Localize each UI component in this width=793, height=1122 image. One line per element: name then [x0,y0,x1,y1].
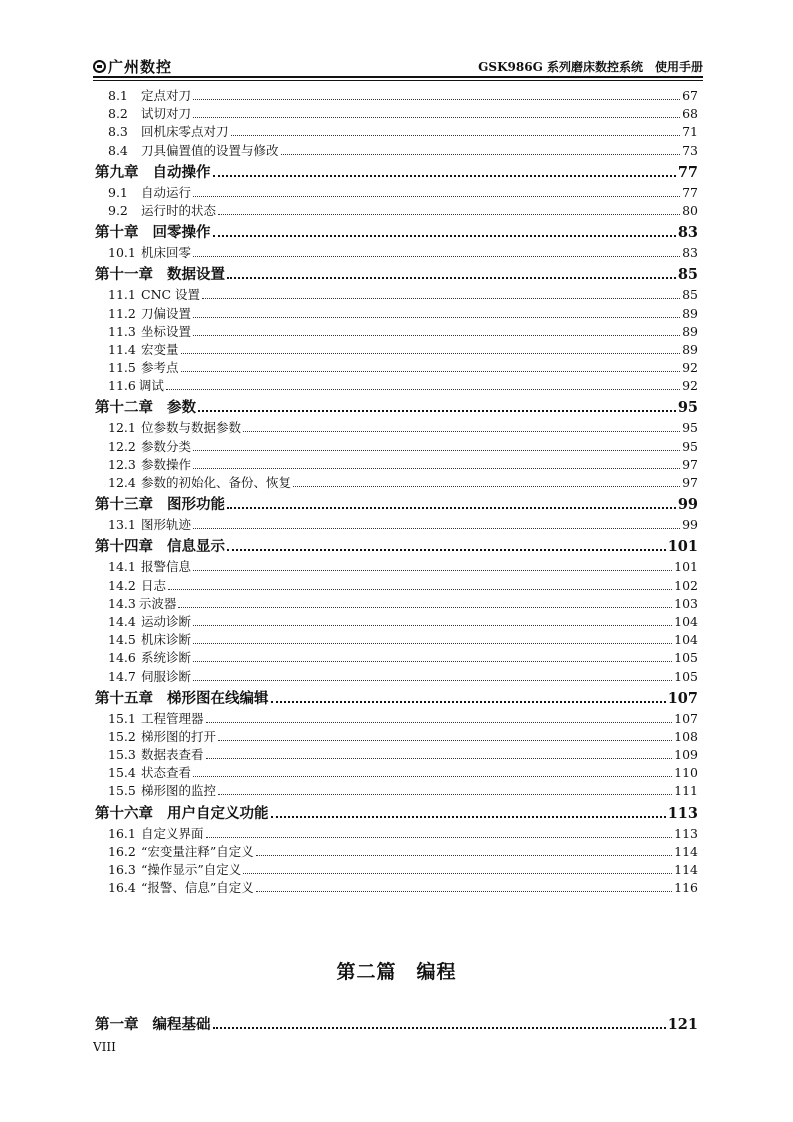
page-number: 110 [674,765,698,781]
chapter-number: 第十二章 [95,400,153,417]
toc-section-row[interactable] [95,709,698,727]
toc-section-row[interactable] [95,667,698,685]
page-number: 89 [682,323,698,339]
chapter-number: 第十一章 [95,267,153,284]
dot-leader [202,298,680,299]
toc-section-row[interactable] [95,612,698,630]
section-title: 运动诊断 [141,613,192,629]
dot-leader [193,256,680,257]
page-number: 101 [667,538,698,556]
page-number: 121 [667,1016,698,1033]
dot-leader [206,722,673,723]
page-number: 95 [677,399,698,417]
section-number: 16.4 [108,880,136,896]
section-title: 参数的初始化、备份、恢复 [141,475,292,490]
section-title: 自定义界面 [141,825,204,841]
final-toc-entry [95,1011,698,1035]
toc-section-row[interactable] [95,515,698,533]
toc-chapter-row[interactable] [95,161,698,180]
toc-section-row[interactable] [95,727,698,745]
page-number: 68 [682,106,698,122]
toc-section-row[interactable] [95,630,698,648]
section-title: CNC 设置 [141,287,201,303]
dot-leader [181,353,681,354]
section-number: 8.3 [108,124,128,140]
section-title: 刀偏设置 [141,305,192,321]
chapter-title: 用户自定义功能 [167,805,269,822]
part-name: 编程 [416,961,457,983]
section-title: “报警、信息”自定义 [141,880,254,896]
section-number: 15.3 [108,747,136,763]
chapter-number: 第十三章 [95,497,153,514]
toc-section-row[interactable] [95,576,698,594]
toc-chapter-row[interactable] [95,493,698,512]
chapter-title: 数据设置 [167,267,225,284]
section-number: 16.3 [108,862,136,877]
section-number: 16.1 [108,825,136,841]
section-number: 14.7 [108,668,136,684]
toc-section-row[interactable] [95,781,698,799]
section-title: 数据表查看 [141,747,204,763]
toc-section-row[interactable] [95,322,698,340]
page-number: 99 [682,517,698,533]
toc-section-row[interactable] [95,183,698,201]
section-number: 15.5 [108,783,136,799]
dot-leader [193,776,672,777]
section-title: 宏变量 [141,341,179,357]
page-number: 113 [674,825,698,841]
toc-section-row[interactable] [95,418,698,436]
section-number: 11.5 [108,360,136,376]
section-number: 14.1 [108,559,136,575]
chapter-number: 第十六章 [95,805,153,822]
toc-section-row[interactable] [95,104,698,122]
page-number: 105 [674,650,698,666]
page-number: 107 [667,689,698,707]
section-title: 参数操作 [141,456,192,472]
dot-leader [243,431,680,432]
section-title: 日志 [141,577,167,593]
toc-section-row[interactable] [95,358,698,376]
chapter-title: 信息显示 [167,539,225,556]
section-title: 状态查看 [141,765,192,781]
dot-leader [193,570,672,571]
page-number: 104 [674,632,698,648]
dot-leader [206,837,673,838]
page-number: 109 [674,747,698,763]
page-number: 83 [677,224,698,242]
section-title: 运行时的状态 [141,202,217,218]
dot-leader [281,154,681,155]
chapter-title: 参数 [167,400,196,417]
toc-section-row[interactable] [95,141,698,159]
toc-section-row[interactable] [95,473,698,491]
dot-leader [193,680,672,681]
section-number: 11.4 [108,341,136,357]
dot-leader [206,758,673,759]
toc-section-row[interactable] [95,745,698,763]
section-number: 14.3 [108,595,136,611]
section-number: 10.1 [108,245,136,261]
page-number: 104 [674,613,698,629]
chapter-number: 第十章 [95,225,139,242]
dot-leader [271,701,666,703]
page-number: 103 [674,595,698,611]
dot-leader [193,317,680,318]
chapter-number: 第九章 [95,164,139,181]
chapter-title: 回零操作 [152,225,211,242]
chapter-number: 第十五章 [95,690,153,707]
toc-chapter-row[interactable] [95,221,698,240]
header-divider-thin [93,80,703,81]
section-title: 调试 [138,378,164,394]
toc-chapter-row[interactable] [95,1013,698,1032]
section-title: 回机床零点对刀 [141,124,229,140]
company-logo [93,56,172,77]
toc-chapter-row[interactable] [95,263,698,282]
toc-section-row[interactable] [95,243,698,261]
page-number: 114 [674,843,698,859]
section-title: “宏变量注释”自定义 [141,843,254,859]
toc-section-row[interactable] [95,860,698,878]
dot-leader [193,528,680,529]
toc-section-row[interactable] [95,648,698,666]
toc-section-row[interactable] [95,285,698,303]
section-title: 机床回零 [141,245,192,261]
page-number: 67 [682,88,698,103]
page-number: 89 [682,341,698,357]
toc-section-row[interactable] [95,201,698,219]
section-number: 15.1 [108,710,136,726]
page-number: 107 [674,710,698,726]
logo-text: 广州数控 [108,58,173,76]
section-title: 梯形图的监控 [141,783,217,799]
section-number: 13.1 [108,517,136,533]
chapter-title: 编程基础 [152,1017,211,1033]
page-number: 77 [677,163,698,181]
toc-chapter-row[interactable] [95,802,698,821]
toc-chapter-row[interactable] [95,535,698,554]
dot-leader [193,196,680,197]
section-title: “操作显示”自定义 [141,862,242,877]
toc-section-row[interactable] [95,304,698,322]
section-number: 15.4 [108,765,136,781]
section-title: 系统诊断 [141,650,192,666]
section-number: 14.6 [108,650,136,666]
page-number: 102 [674,577,698,593]
section-title: 自动运行 [141,184,192,200]
section-number: 14.4 [108,613,136,629]
toc-section-row[interactable] [95,86,698,104]
dot-leader [256,891,672,892]
dot-leader [293,486,680,487]
dot-leader [166,389,680,390]
toc-chapter-row[interactable] [95,396,698,415]
section-number: 9.1 [108,184,128,200]
section-title: 定点对刀 [141,88,192,103]
chapter-number: 第十四章 [95,539,153,556]
page-number: 92 [682,378,698,394]
dot-leader [193,117,680,118]
dot-leader [193,661,672,662]
part-number: 第二篇 [336,961,397,983]
section-number: 14.2 [108,577,136,593]
chapter-number: 第一章 [95,1017,139,1033]
toc-section-row[interactable] [95,455,698,473]
toc-section-row[interactable] [95,878,698,896]
page-number: 101 [674,559,698,575]
page-number: 97 [682,475,698,490]
logo-icon [93,60,106,73]
section-title: 参数分类 [141,438,192,454]
page-number: 108 [674,728,698,744]
toc-section-row[interactable] [95,376,698,394]
dot-leader [271,816,666,818]
section-number: 11.2 [108,305,136,321]
section-title: 参考点 [141,360,179,376]
section-number: 12.2 [108,438,136,454]
dot-leader [193,450,680,451]
section-number: 8.2 [108,106,128,122]
section-title: 报警信息 [141,559,192,575]
section-title: 坐标设置 [141,323,192,339]
manual-title: GSK986G 系列磨床数控系统 使用手册 [478,60,703,74]
toc-chapter-row[interactable] [95,687,698,706]
page-number: 97 [682,456,698,472]
section-number: 12.3 [108,456,136,472]
page-number: 89 [682,305,698,321]
section-title: 刀具偏置值的设置与修改 [141,142,279,158]
section-title: 机床诊断 [141,632,192,648]
page-number: 113 [667,804,698,822]
toc-section-row[interactable] [95,824,698,842]
page-number: 99 [677,496,698,514]
section-number: 11.3 [108,323,136,339]
dot-leader [213,1027,666,1029]
page-number: 105 [674,668,698,684]
section-number: 12.4 [108,475,136,490]
page-number: 92 [682,360,698,376]
page-number: 95 [682,438,698,454]
section-number: 11.1 [108,287,136,303]
page-number: 85 [682,287,698,303]
dot-leader [231,135,681,136]
dot-leader [243,873,672,874]
section-number: 9.2 [108,202,128,218]
dot-leader [181,371,681,372]
page-number: 111 [674,783,698,799]
header-divider [93,76,703,78]
page-number: 83 [682,245,698,261]
dot-leader [193,625,672,626]
section-number: 12.1 [108,420,136,436]
toc-section-row[interactable] [95,842,698,860]
toc-section-row[interactable] [95,763,698,781]
page-number: 95 [682,420,698,436]
page-number: 114 [674,862,698,877]
dot-leader [193,99,680,100]
toc-section-row[interactable] [95,122,698,140]
section-title: 位参数与数据参数 [141,420,242,436]
toc-section-row[interactable] [95,437,698,455]
page-number: 73 [682,142,698,158]
chapter-title: 自动操作 [152,164,211,181]
section-title: 伺服诊断 [141,668,192,684]
chapter-title: 图形功能 [167,497,225,514]
toc-section-row[interactable] [95,557,698,575]
section-title: 梯形图的打开 [141,728,217,744]
section-number: 15.2 [108,728,136,744]
dot-leader [198,410,676,412]
section-title: 工程管理器 [141,710,204,726]
dot-leader [213,235,676,237]
dot-leader [227,277,676,279]
chapter-title: 梯形图在线编辑 [167,690,269,707]
dot-leader [193,468,680,469]
page-number: 116 [674,880,698,896]
section-title: 试切对刀 [141,106,192,122]
section-title: 示波器 [138,595,177,611]
table-of-contents [95,86,698,896]
dot-leader [178,607,672,608]
section-number: 16.2 [108,843,136,859]
dot-leader [213,175,676,177]
dot-leader [218,740,672,741]
toc-section-row[interactable] [95,340,698,358]
section-number: 14.5 [108,632,136,648]
page-number: 77 [682,184,698,200]
page-number: 85 [677,266,698,284]
dot-leader [227,507,676,509]
page-number: 80 [682,202,698,218]
dot-leader [193,643,672,644]
dot-leader [218,214,680,215]
toc-section-row[interactable] [95,594,698,612]
dot-leader [256,855,672,856]
dot-leader [218,794,672,795]
page-number: 71 [682,124,698,140]
footer-page-number: VIII [93,1040,116,1054]
part-title [0,957,793,984]
dot-leader [168,589,672,590]
section-number: 8.4 [108,142,128,158]
section-number: 11.6 [108,378,136,394]
section-number: 8.1 [108,88,128,103]
page-header [93,54,703,76]
dot-leader [193,335,680,336]
dot-leader [227,549,666,551]
section-title: 图形轨迹 [141,517,192,533]
